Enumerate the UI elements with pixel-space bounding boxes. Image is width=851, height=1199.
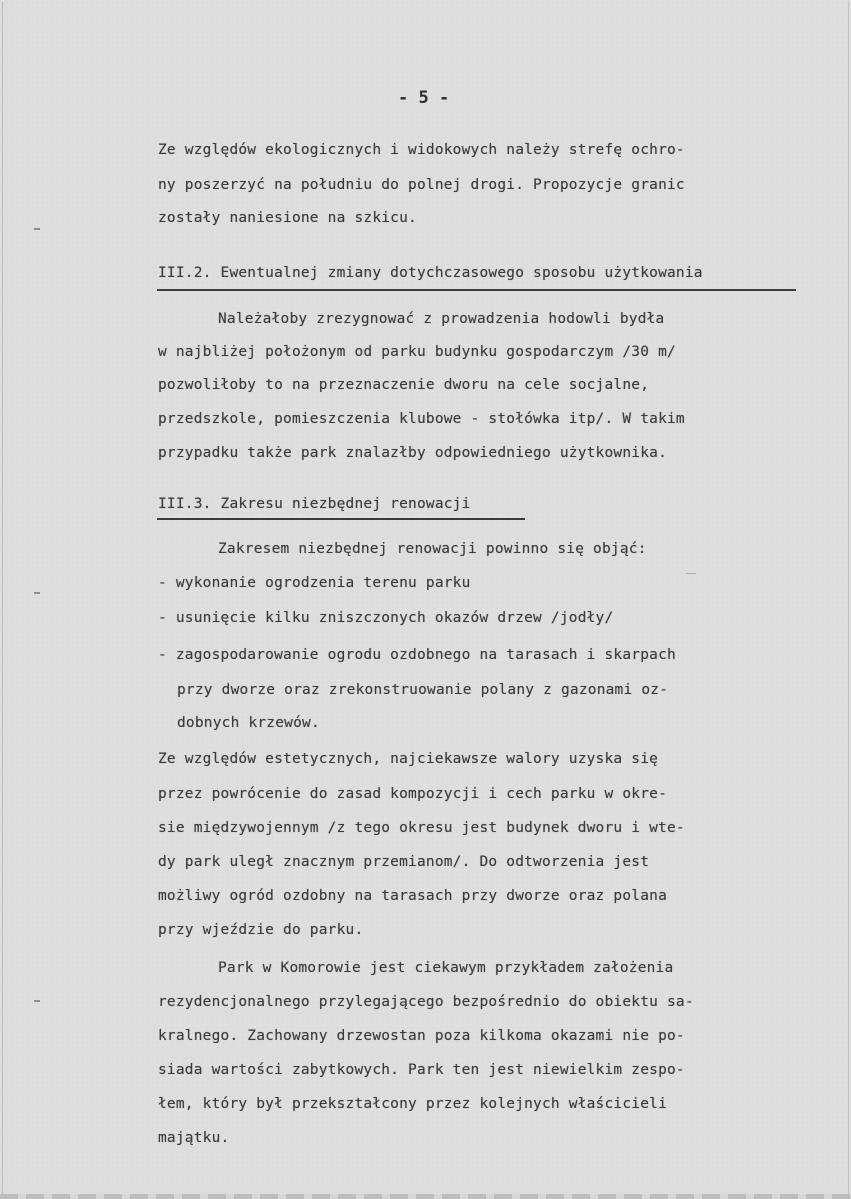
text-line: przedszkole, pomieszczenia klubowe - stołówka itp/. W takim (158, 411, 685, 427)
text-line: kralnego. Zachowany drzewostan poza kilkoma okazami nie po- (158, 1028, 685, 1044)
text-line: przy wjeździe do parku. (158, 922, 364, 938)
list-item: - usunięcie kilku zniszczonych okazów drzew /jodły/ (158, 610, 614, 626)
text-line: zostały naniesione na szkicu. (158, 210, 417, 226)
text-line: dobnych krzewów. (177, 715, 320, 731)
margin-mark (34, 592, 40, 594)
heading-underline (157, 518, 525, 520)
section-heading: III.3. Zakresu niezbędnej renowacji (158, 496, 471, 512)
text-line: majątku. (158, 1130, 230, 1146)
text-line: łem, który był przekształcony przez kolejnych właścicieli (158, 1096, 667, 1112)
text-line: Ze względów estetycznych, najciekawsze walory uzyska się (158, 751, 659, 767)
scan-mark (686, 573, 696, 574)
text-line: przy dworze oraz zrekonstruowanie polany z gazonami oz- (177, 682, 669, 698)
list-item: - wykonanie ogrodzenia terenu parku (158, 575, 471, 591)
text-line: sie międzywojennym /z tego okresu jest budynek dworu i wte- (158, 820, 685, 836)
text-line: w najbliżej położonym od parku budynku gospodarczym /30 m/ (158, 344, 676, 360)
text-line: przez powrócenie do zasad kompozycji i cech parku w okre- (158, 786, 667, 802)
text-line: Ze względów ekologicznych i widokowych należy strefę ochro- (158, 142, 685, 158)
text-line: pozwoliłoby to na przeznaczenie dworu na cele socjalne, (158, 377, 650, 393)
text-line: przypadku także park znalazłby odpowiedniego użytkownika. (158, 445, 667, 461)
text-line: siada wartości zabytkowych. Park ten jest niewielkim zespo- (158, 1062, 685, 1078)
section-heading: III.2. Ewentualnej zmiany dotychczasowego sposobu użytkowania (158, 265, 703, 281)
text-line: Należałoby zrezygnować z prowadzenia hodowli bydła (218, 311, 665, 327)
list-item: - zagospodarowanie ogrodu ozdobnego na tarasach i skarpach (158, 647, 676, 663)
margin-mark (34, 228, 40, 230)
page-number: - 5 - (398, 88, 450, 108)
page-bottom-edge (0, 1194, 851, 1199)
text-line: Zakresem niezbędnej renowacji powinno się objąć: (218, 541, 647, 557)
text-line: dy park uległ znacznym przemianom/. Do odtworzenia jest (158, 854, 650, 870)
text-line: Park w Komorowie jest ciekawym przykładem założenia (218, 960, 674, 976)
heading-underline (157, 289, 796, 291)
text-line: rezydencjonalnego przylegającego bezpośrednio do obiektu sa- (158, 994, 694, 1010)
margin-mark (34, 1000, 40, 1002)
text-line: ny poszerzyć na południu do polnej drogi. Propozycje granic (158, 177, 685, 193)
text-line: możliwy ogród ozdobny na tarasach przy dworze oraz polana (158, 888, 667, 904)
